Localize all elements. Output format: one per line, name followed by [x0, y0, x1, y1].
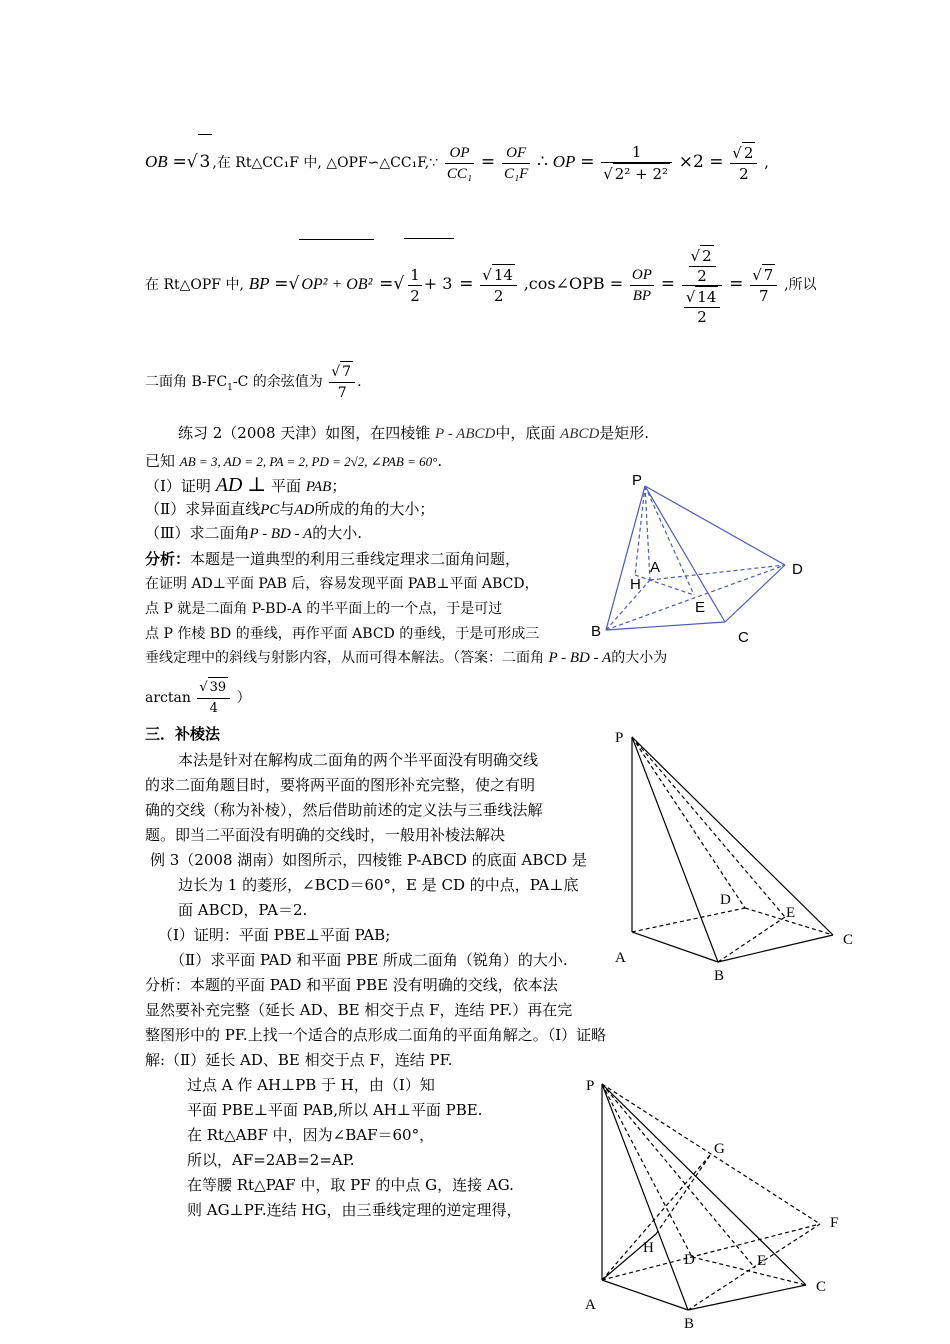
svg-text:C: C	[843, 932, 854, 948]
sec3-p4: 题。即当二平面没有明确的交线时，一般用补棱法解决	[145, 826, 506, 844]
ex2-analysis-2: 在证明 AD⊥平面 PAB 后，容易发现平面 PAB⊥平面 ABCD，	[145, 576, 539, 592]
ex2-line-2: 已知 AB = 3, AD = 2, PA = 2, PD = 2√2, ∠PAB = 60°.	[145, 452, 443, 470]
frac-of-c1f: $\frac{OF}{\text{C₁F}}$	[503, 144, 529, 182]
svg-text:A: A	[615, 950, 626, 966]
ex2-analysis-3: 点 P 就是二面角 P-BD-A 的半平面上的一个点，于是可过	[145, 601, 503, 617]
section-3-heading: 三．补棱法	[145, 725, 221, 743]
therefore-sign: ∴	[537, 152, 548, 172]
eq2-text: 在 Rt△OPF 中,	[145, 277, 244, 293]
sec3-p2: 的求二面角题目时，要将两平面的图形补充完整，使之有明	[145, 776, 536, 794]
svg-text:E: E	[757, 1253, 767, 1269]
sqrt-3: 3	[198, 134, 213, 189]
sec3-ex3-3: 面 ABCD，PA＝2.	[178, 901, 308, 919]
svg-text:H: H	[630, 576, 641, 593]
sec3-q2: （Ⅱ）求平面 PAD 和平面 PBE 所成二面角（锐角）的大小.	[170, 951, 568, 969]
svg-text:D: D	[720, 892, 731, 908]
eq3-text: 二面角 B-FC	[145, 374, 228, 390]
svg-text:C: C	[816, 1279, 827, 1295]
sec3-p3: 确的交线（称为补棱），然后借助前述的定义法与三垂线法解	[145, 801, 543, 819]
svg-text:P: P	[586, 1078, 595, 1094]
eq2-tail: ,所以	[784, 277, 817, 293]
sec3-s1: 过点 A 作 AH⊥PB 于 H，由（Ⅰ）知	[187, 1076, 435, 1094]
svg-text:B: B	[591, 623, 602, 640]
eq-sign: =	[172, 152, 187, 172]
svg-text:A: A	[650, 559, 661, 576]
equation-line-2: 在 Rt△OPF 中, BP =√ OP² + OB² =√ $\frac{1}{2}$ + 3 = $\frac{√ 14}{2}$ ,cos∠OPB = $\frac{OP}{BP}$ = $\frac{\frac{√ 2}{2}}{\frac{√ 14}{2}}$ = $\frac{√ 7}{7}$ ,所以	[145, 238, 817, 330]
sec3-an3: 整图形中的 PF.上找一个适合的点形成二面角的平面角解之。（Ⅰ）证略	[145, 1026, 607, 1044]
sec3-an1: 分析：本题的平面 PAD 和平面 PBE 没有明确的交线，依本法	[145, 976, 558, 994]
svg-text:P: P	[615, 730, 624, 746]
svg-text:E: E	[786, 905, 796, 921]
eq-bp: BP	[248, 274, 270, 293]
svg-text:B: B	[684, 1316, 695, 1332]
svg-text:C: C	[738, 629, 749, 646]
ex2-q1: （Ⅰ）证明 AD ⊥ 平面 PAB；	[145, 474, 347, 496]
frac-sqrt7-over-7: $\frac{√ 7}{7}$	[750, 264, 777, 306]
eq-op: OP	[552, 152, 576, 171]
eq-ob: OB	[145, 152, 168, 171]
ex2-q2: （Ⅱ）求异面直线PC与AD所成的角的大小；	[145, 500, 435, 518]
sqrt-half-plus-3: $\frac{1}{2}$ + 3	[404, 238, 454, 329]
sec3-s2: 平面 PBE⊥平面 PAB,所以 AH⊥平面 PBE.	[187, 1101, 483, 1119]
svg-text:H: H	[643, 1240, 654, 1256]
ex2-answer: arctan $\frac{√ 39}{4}$ ）	[145, 676, 251, 720]
eq1-text: ,在 Rt△CC₁F 中, △OPF∽△CC₁F,∵	[212, 155, 439, 171]
svg-text:G: G	[714, 1141, 725, 1157]
sec3-q1: （Ⅰ）证明：平面 PBE⊥平面 PAB;	[158, 926, 391, 944]
svg-text:A: A	[585, 1297, 596, 1313]
frac-sqrt7-over-7-b: $\frac{√ 7}{7}$	[329, 361, 355, 403]
figure-pyramid-2	[605, 722, 865, 984]
sec3-an2: 显然要补充完整（延长 AD、BE 相交于点 F，连结 PF.）再在完	[145, 1001, 573, 1019]
ex2-analysis-1: 分析：本题是一道典型的利用三垂线定理求二面角问题，	[145, 550, 521, 568]
sec3-s4: 所以，AF=2AB=2=AP.	[187, 1151, 355, 1169]
sec3-an4: 解:（Ⅱ）延长 AD、BE 相交于点 F，连结 PF.	[145, 1051, 453, 1069]
sec3-ex3-1: 例 3（2008 湖南）如图所示，四棱锥 P-ABCD 的底面 ABCD 是	[150, 851, 587, 869]
ex2-analysis-4: 点 P 作棱 BD 的垂线，再作平面 ABCD 的垂线，于是可形成三	[145, 626, 540, 642]
figure-pyramid-3	[580, 1072, 850, 1334]
figure-pyramid-1	[590, 470, 815, 650]
sec3-s3: 在 Rt△ABF 中，因为∠BAF＝60°，	[187, 1126, 435, 1144]
ex2-q3: （Ⅲ）求二面角P - BD - A的大小.	[145, 524, 363, 542]
svg-text:P: P	[632, 472, 643, 489]
sec3-ex3-2: 边长为 1 的菱形，∠BCD＝60°，E 是 CD 的中点，PA⊥底	[178, 876, 579, 894]
ex2-analysis-5: 垂线定理中的斜线与射影内容，从而可得本解法。（答案：二面角 P - BD - A的大小为	[145, 650, 668, 666]
frac-sqrt2-over-2: $\frac{√ 2}{2}$	[730, 142, 757, 184]
equation-line-1: OB =√ 3 ,在 Rt△CC₁F 中, △OPF∽△CC₁F,∵ $\frac{OP}{\text{CC₁}}$ = $\frac{OF}{\text{C₁F}}$ ∴ OP = $\frac{1}{\text{√ 2² + 2²}}$ ×2 = $\frac{√ 2}{2}$ ,	[145, 134, 769, 190]
times-two: ×2 =	[678, 152, 724, 172]
equation-line-3: 二面角 $B-FC_1-C$ 的余弦值为 $\frac{√ 7}{7}$ .	[145, 354, 362, 416]
svg-text:D: D	[792, 561, 803, 578]
eq-cos: ,cos∠OPB =	[523, 274, 624, 293]
frac-one-over-sqrt: $\frac{1}{\text{√ 2² + 2²}}$	[601, 142, 672, 184]
ex2-line-1: 练习 2（2008 天津）如图，在四棱锥 P - ABCD中，底面 ABCD是矩形.	[178, 424, 650, 442]
sqrt-op-ob: OP² + OB²	[299, 239, 374, 330]
svg-text:F: F	[830, 1215, 839, 1231]
frac-op-cc1: $\frac{OP}{\text{CC₁}}$	[446, 144, 473, 182]
svg-text:B: B	[714, 968, 725, 984]
eq1-comma: ,	[764, 153, 769, 171]
svg-text:E: E	[695, 599, 706, 616]
frac-op-bp: $\frac{OP}{BP}$	[631, 266, 652, 304]
frac-sqrt14-over-2: $\frac{√ 14}{2}$	[480, 264, 517, 306]
svg-text:D: D	[684, 1252, 695, 1268]
sec3-s6: 则 AG⊥PF.连结 HG，由三垂线定理的逆定理得，	[187, 1201, 522, 1219]
sec3-s5: 在等腰 Rt△PAF 中，取 PF 的中点 G，连接 AG.	[187, 1176, 514, 1194]
frac-complex: $\frac{\frac{√ 2}{2}}{\frac{√ 14}{2}}$	[682, 245, 723, 326]
sec3-p1: 本法是针对在解构成二面角的两个半平面没有明确交线	[178, 751, 539, 769]
